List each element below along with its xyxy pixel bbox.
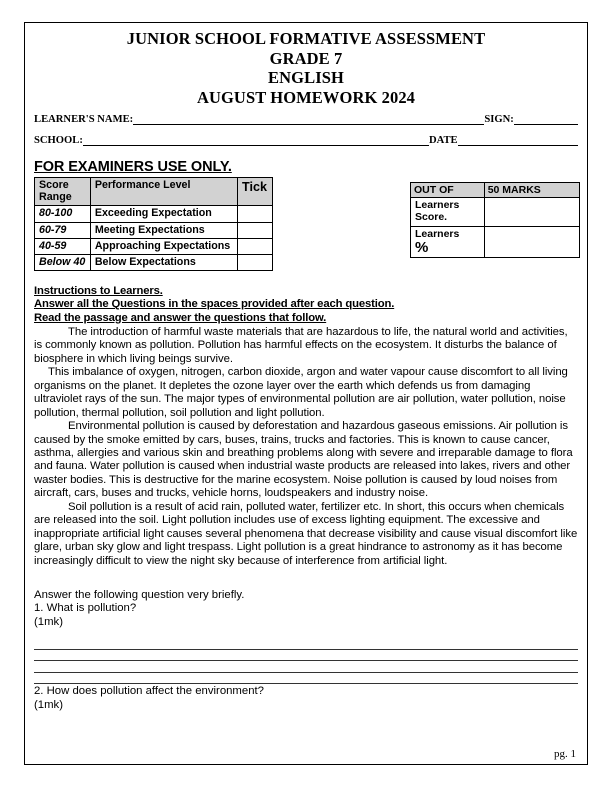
column-header-out-of: OUT OF xyxy=(411,183,485,198)
learner-name-row xyxy=(34,114,578,125)
questions-section xyxy=(34,589,578,712)
exam-page xyxy=(24,22,588,765)
score-range-value: 40-59 xyxy=(35,238,91,254)
column-header-total-marks: 50 MARKS xyxy=(484,183,579,198)
page-number: pg. 1 xyxy=(554,748,576,760)
table-header-row xyxy=(411,183,580,198)
marks-summary-table xyxy=(410,182,580,258)
tick-cell[interactable] xyxy=(238,255,273,271)
tick-cell[interactable] xyxy=(238,238,273,254)
title-line-2: GRADE 7 xyxy=(269,48,343,68)
column-header-tick: Tick xyxy=(238,178,273,206)
tick-cell[interactable] xyxy=(238,222,273,238)
examiners-heading: FOR EXAMINERS USE ONLY. xyxy=(34,159,232,175)
learners-percent-label-line1: Learners xyxy=(415,227,460,240)
instruction-line-read-passage: Read the passage and answer the questions that follow. xyxy=(34,311,327,324)
passage-paragraph: Environmental pollution is caused by deforestation and hazardous gaseous emissions. Air pollution is caused by the smoke emitted by cars, buses, trains, trucks and factories. This is known to cause cancer, asthma, allergies and various skin and breathing problems along with severe and irreparable damage to flora and fauna. Water pollution is caused when industrial waste products are released into lakes, rivers and other waster bodies. This is destructive for the marine ecosystem. Noise pollution is caused by loud noises from aircraft, cars, buses and trucks, vehicle horns, loudspeakers and industry noise. xyxy=(34,420,573,500)
question-2-marks: (1mk) xyxy=(34,698,63,711)
answer-line[interactable] xyxy=(34,650,578,662)
table-row xyxy=(35,206,273,222)
instructions-block xyxy=(34,285,578,325)
performance-level-value: Below Expectations xyxy=(90,255,237,271)
passage-paragraph: This imbalance of oxygen, nitrogen, carbon dioxide, argon and water vapour cause discomfort to all living organisms on the planet. It depletes the ozone layer over the earth which defends us from damaging ultraviolet rays of the sun. The major types of environmental pollution are air pollution, water pollution, noise pollution, thermal pollution, soil pollution and light pollution. xyxy=(34,366,568,419)
school-row xyxy=(34,135,578,146)
performance-level-value: Approaching Expectations xyxy=(90,238,237,254)
table-row xyxy=(411,198,580,226)
score-range-value: Below 40 xyxy=(35,255,91,271)
instructions-heading: Instructions to Learners. xyxy=(34,285,163,297)
school-input[interactable] xyxy=(83,137,429,146)
document-title xyxy=(34,29,578,107)
answer-line[interactable] xyxy=(34,673,578,685)
column-header-score-range: Score Range xyxy=(35,178,91,206)
instruction-line-answer-all: Answer all the Questions in the spaces provided after each question. xyxy=(34,298,395,311)
column-header-performance-level: Performance Level xyxy=(90,178,237,206)
answer-line[interactable] xyxy=(34,638,578,650)
sign-input[interactable] xyxy=(514,116,578,125)
passage-paragraph: Soil pollution is a result of acid rain, polluted water, fertilizer etc. In short, this occurs when chemicals are released into the soil. Light pollution includes use of excess lighting equipment. The excessive and inappropriate artificial light causes several phenomena that decrease visibility and cause visual discomfort like glare, urban sky glow and light trespass. Light pollution is a great hindrance to astronomy as it has become increasingly difficult to view the night sky because of interference from artificial light. xyxy=(34,500,578,567)
passage-paragraph: The introduction of harmful waste materials that are hazardous to life, the natural world and activities, is commonly known as pollution. Pollution has harmful effects on the ecosystem. It disturbs the balance of biosphere in which living beings survive. xyxy=(34,325,568,365)
learners-score-input[interactable] xyxy=(484,198,579,226)
question-1-marks: (1mk) xyxy=(34,615,63,628)
table-row xyxy=(35,238,273,254)
performance-level-table xyxy=(34,177,273,271)
date-input[interactable] xyxy=(458,137,578,146)
title-line-1: JUNIOR SCHOOL FORMATIVE ASSESSMENT xyxy=(126,29,486,48)
table-row xyxy=(35,255,273,271)
tick-cell[interactable] xyxy=(238,206,273,222)
learner-name-input[interactable] xyxy=(133,116,484,125)
title-line-3: ENGLISH xyxy=(268,68,344,87)
answer-line[interactable] xyxy=(34,661,578,673)
title-line-4: AUGUST HOMEWORK 2024 xyxy=(196,87,416,107)
score-range-value: 60-79 xyxy=(35,222,91,238)
date-label: DATE xyxy=(428,135,458,146)
question-1-text: 1. What is pollution? xyxy=(34,602,137,615)
table-row xyxy=(411,226,580,257)
table-header-row xyxy=(35,178,273,206)
reading-passage xyxy=(34,326,578,568)
question-2-text: 2. How does pollution affect the environment? xyxy=(34,685,264,698)
learners-score-label: Learners Score. xyxy=(411,198,485,226)
performance-level-value: Exceeding Expectation xyxy=(90,206,237,222)
tables-region xyxy=(34,177,578,285)
sign-label: SIGN: xyxy=(484,114,514,125)
questions-intro: Answer the following question very briefly. xyxy=(34,589,245,602)
learners-percent-input[interactable] xyxy=(484,226,579,257)
question-1-answer-area[interactable] xyxy=(34,638,578,684)
table-row xyxy=(35,222,273,238)
learners-percent-label xyxy=(411,226,485,257)
school-label: SCHOOL: xyxy=(34,135,83,146)
percent-symbol: % xyxy=(415,238,429,256)
learner-name-label: LEARNER'S NAME: xyxy=(34,114,134,125)
score-range-value: 80-100 xyxy=(35,206,91,222)
performance-level-value: Meeting Expectations xyxy=(90,222,237,238)
